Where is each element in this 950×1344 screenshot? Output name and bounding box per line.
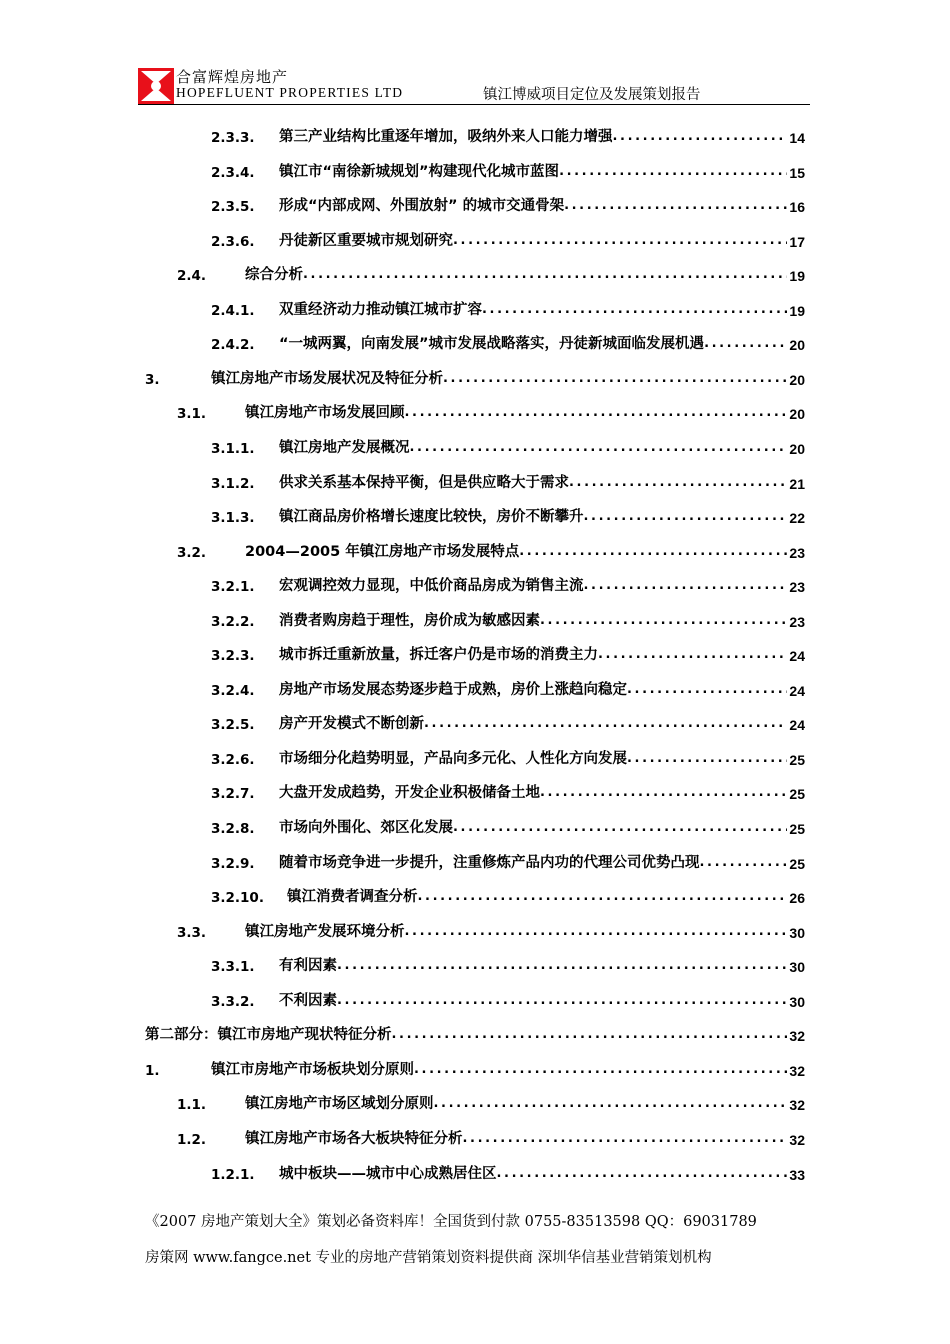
toc-entry-number: 3. [145,371,160,388]
toc-entry[interactable] [211,122,805,146]
toc-entry[interactable] [145,364,805,388]
toc-entry[interactable] [211,744,805,768]
toc-entry-number: 2.3.3. [211,130,255,146]
toc-entry[interactable] [211,951,805,975]
toc-entry-page: 32 [789,1131,805,1148]
toc-entry-title: 城市拆迁重新放量，拆迁客户仍是市场的消费主力 [279,647,598,664]
toc-entry-title: 镇江消费者调查分析 [287,889,418,906]
toc-entry-page: 20 [789,371,805,388]
toc-entry-number: 3.2.5. [211,717,255,734]
toc-entry-page: 25 [789,751,805,768]
toc-entry-number: 3.2.6. [211,751,255,768]
toc-entry-page: 32 [789,1028,805,1045]
toc-entry-number: 3.2.2. [211,613,255,630]
toc-entry[interactable] [177,1124,805,1148]
toc-entry[interactable] [177,1089,805,1113]
toc-entry-page: 23 [789,579,805,596]
toc-entry-number: 1. [145,1062,160,1079]
toc-entry-title: 宏观调控效力显现，中低价商品房成为销售主流 [279,578,584,595]
toc-entry-page: 20 [789,440,805,457]
toc-entry-page: 24 [789,682,805,699]
toc-entry-number: 2.3.4. [211,164,255,181]
toc-entry-title: 有利因素 [279,958,337,975]
toc-entry-number: 3.2.1. [211,579,255,596]
toc-dot-leader [497,1165,788,1183]
toc-entry-page: 19 [789,268,805,285]
toc-entry-number: 3.3.1. [211,959,255,976]
toc-entry-page: 20 [789,337,805,354]
toc-entry-page: 21 [789,475,805,492]
toc-entry-page: 24 [789,648,805,665]
toc-entry-number: 3.2.9. [211,855,255,872]
toc-entry[interactable] [211,709,805,733]
toc-entry[interactable] [211,675,805,699]
toc-dot-leader [414,1061,787,1079]
toc-entry-title: 镇江房地产市场区域划分原则 [245,1096,434,1113]
toc-dot-leader [392,1026,788,1044]
toc-dot-leader [584,577,788,595]
toc-entry-number: 3.1. [177,406,207,423]
toc-dot-leader [569,474,787,492]
company-name-en: HOPEFLUENT PROPERTIES LTD [176,85,404,100]
toc-dot-leader [443,370,787,388]
toc-entry-title: 综合分析 [245,267,303,284]
toc-dot-leader [540,612,787,630]
toc-dot-leader [463,1130,788,1148]
toc-entry-number: 3.2.8. [211,821,255,837]
toc-entry-page: 25 [789,821,805,837]
toc-entry[interactable] [211,502,805,526]
toc-entry-title: 形成“内部成网、外围放射” 的城市交通骨架 [279,198,565,215]
toc-entry-number: 1.1. [177,1097,207,1114]
toc-entry[interactable] [211,606,805,630]
toc-entry-title: 镇江房地产市场发展状况及特征分析 [211,370,443,387]
toc-entry[interactable] [211,433,805,457]
toc-entry[interactable] [211,882,805,906]
toc-entry-title: 2004—2005 年镇江房地产市场发展特点 [245,543,520,560]
toc-entry-number: 2.3.6. [211,233,255,250]
toc-entry-title: 房产开发模式不断创新 [279,716,424,733]
toc-entry-number: 1.2. [177,1131,207,1148]
toc-dot-leader [627,750,787,768]
toc-entry-number: 3.1.1. [211,440,255,457]
toc-entry-title: 镇江房地产发展环境分析 [245,923,405,940]
toc-dot-leader [482,301,787,319]
toc-entry-page: 24 [789,717,805,734]
toc-entry-page: 23 [789,613,805,630]
toc-entry-page: 25 [789,786,805,803]
toc-entry-number: 2.3.5. [211,199,255,216]
toc-entry-page: 14 [789,130,805,146]
toc-dot-leader [434,1095,788,1113]
toc-entry[interactable] [177,537,805,561]
toc-entry-title: 第三产业结构比重逐年增加，吸纳外来人口能力增强 [279,129,613,145]
toc-dot-leader [405,404,788,422]
toc-entry[interactable] [211,468,805,492]
toc-dot-leader [584,508,788,526]
toc-entry-page: 30 [789,924,805,941]
toc-entry[interactable] [211,640,805,664]
toc-dot-leader [559,163,787,181]
toc-entry-title: 镇江房地产市场发展回顾 [245,405,405,422]
toc-entry-number: 3.2.3. [211,648,255,665]
toc-entry[interactable] [211,295,805,319]
toc-entry-page: 33 [789,1166,805,1183]
toc-entry-page: 19 [789,302,805,319]
toc-entry-title: 丹徒新区重要城市规划研究 [279,232,453,249]
toc-entry-title: 市场细分化趋势明显，产品向多元化、人性化方向发展 [279,750,627,767]
toc-dot-leader [704,335,787,353]
toc-entry-page: 22 [789,510,805,527]
toc-dot-leader [627,681,787,699]
toc-dot-leader [453,819,787,837]
toc-entry[interactable] [177,398,805,422]
report-title: 镇江博威项目定位及发展策划报告 [483,87,701,103]
toc-entry[interactable] [211,1159,805,1183]
toc-entry[interactable] [211,226,805,250]
toc-entry-page: 30 [789,993,805,1010]
toc-entry[interactable] [145,1020,805,1044]
toc-entry[interactable] [145,1055,805,1079]
toc-entry-number: 2.4.1. [211,302,255,319]
toc-entry-number: 1.2.1. [211,1166,255,1183]
header-divider [138,104,810,105]
toc-dot-leader [519,543,787,561]
toc-entry-page: 26 [789,890,805,907]
toc-dot-leader [303,266,787,284]
toc-dot-leader [424,715,787,733]
footer-ad-line-2: 房策网 www.fangce.net 专业的房地产营销策划资料提供商 深圳华信基业营销策划机构 [145,1250,712,1266]
toc-entry-title: 双重经济动力推动镇江城市扩容 [279,301,482,318]
toc-entry-title: 第二部分：镇江市房地产现状特征分析 [145,1027,392,1044]
toc-entry[interactable] [177,917,805,941]
toc-entry-page: 30 [789,959,805,976]
toc-entry-page: 15 [789,164,805,181]
company-name-cn: 合富辉煌房地产 [176,68,289,86]
toc-dot-leader [613,128,788,146]
toc-entry-title: 市场向外围化、郊区化发展 [279,820,453,836]
toc-entry[interactable] [211,157,805,181]
toc-entry-number: 3.2.4. [211,682,255,699]
toc-entry[interactable] [211,571,805,595]
toc-entry[interactable] [211,813,805,837]
toc-entry-number: 2.4. [177,268,207,285]
toc-entry[interactable] [211,848,805,872]
toc-entry-page: 32 [789,1062,805,1079]
toc-entry-page: 23 [789,544,805,561]
toc-entry-title: 镇江房地产发展概况 [279,439,410,456]
toc-entry-number: 3.2.10. [211,890,264,907]
toc-dot-leader [453,232,787,250]
page-header [138,66,810,106]
toc-entry-number: 2.4.2. [211,337,255,354]
toc-entry-number: 3.1.2. [211,475,255,492]
toc-entry-number: 3.3. [177,924,207,941]
toc-entry-title: 消费者购房趋于理性，房价成为敏感因素 [279,612,540,629]
toc-dot-leader [337,957,787,975]
toc-entry-title: 随着市场竞争进一步提升，注重修炼产品内功的代理公司优势凸现 [279,854,700,871]
toc-entry-title: 城中板块——城市中心成熟居住区 [279,1165,497,1182]
toc-entry-number: 3.2.7. [211,786,255,803]
toc-entry-page: 17 [789,233,805,250]
toc-entry[interactable] [211,778,805,802]
toc-entry[interactable] [211,986,805,1010]
toc-entry-title: 供求关系基本保持平衡，但是供应略大于需求 [279,474,569,491]
toc-entry-title: “一城两翼，向南发展”城市发展战略落实，丹徒新城面临发展机遇 [279,336,705,353]
toc-dot-leader [540,784,787,802]
toc-entry-title: 大盘开发成趋势，开发企业积极储备土地 [279,785,540,802]
toc-entry-title: 镇江房地产市场各大板块特征分析 [245,1130,463,1147]
toc-dot-leader [598,646,787,664]
toc-entry-title: 不利因素 [279,992,337,1009]
toc-dot-leader [564,197,787,215]
toc-dot-leader [418,888,788,906]
toc-entry-number: 3.1.3. [211,510,255,527]
toc-entry-number: 3.2. [177,544,207,561]
toc-dot-leader [410,439,788,457]
toc-entry-number: 3.3.2. [211,993,255,1010]
toc-entry-page: 16 [789,199,805,216]
footer-ad-line-1: 《2007 房地产策划大全》策划必备资料库！全国货到付款 0755-83513598 QQ：69031789 [145,1214,757,1230]
toc-entry[interactable] [211,329,805,353]
toc-entry-page: 20 [789,406,805,423]
toc-entry[interactable] [211,191,805,215]
toc-entry-title: 镇江市“南徐新城规划”构建现代化城市蓝图 [279,163,560,180]
toc-entry[interactable] [177,260,805,284]
toc-dot-leader [405,923,788,941]
toc-entry-page: 25 [789,855,805,872]
toc-dot-leader [700,854,788,872]
toc-entry-title: 镇江市房地产市场板块划分原则 [211,1061,414,1078]
toc-entry-title: 镇江商品房价格增长速度比较快，房价不断攀升 [279,509,584,526]
toc-entry-title: 房地产市场发展态势逐步趋于成熟，房价上涨趋向稳定 [279,681,627,698]
toc-entry-page: 32 [789,1097,805,1114]
toc-dot-leader [337,992,787,1010]
hopefluent-logo-icon [138,68,174,104]
